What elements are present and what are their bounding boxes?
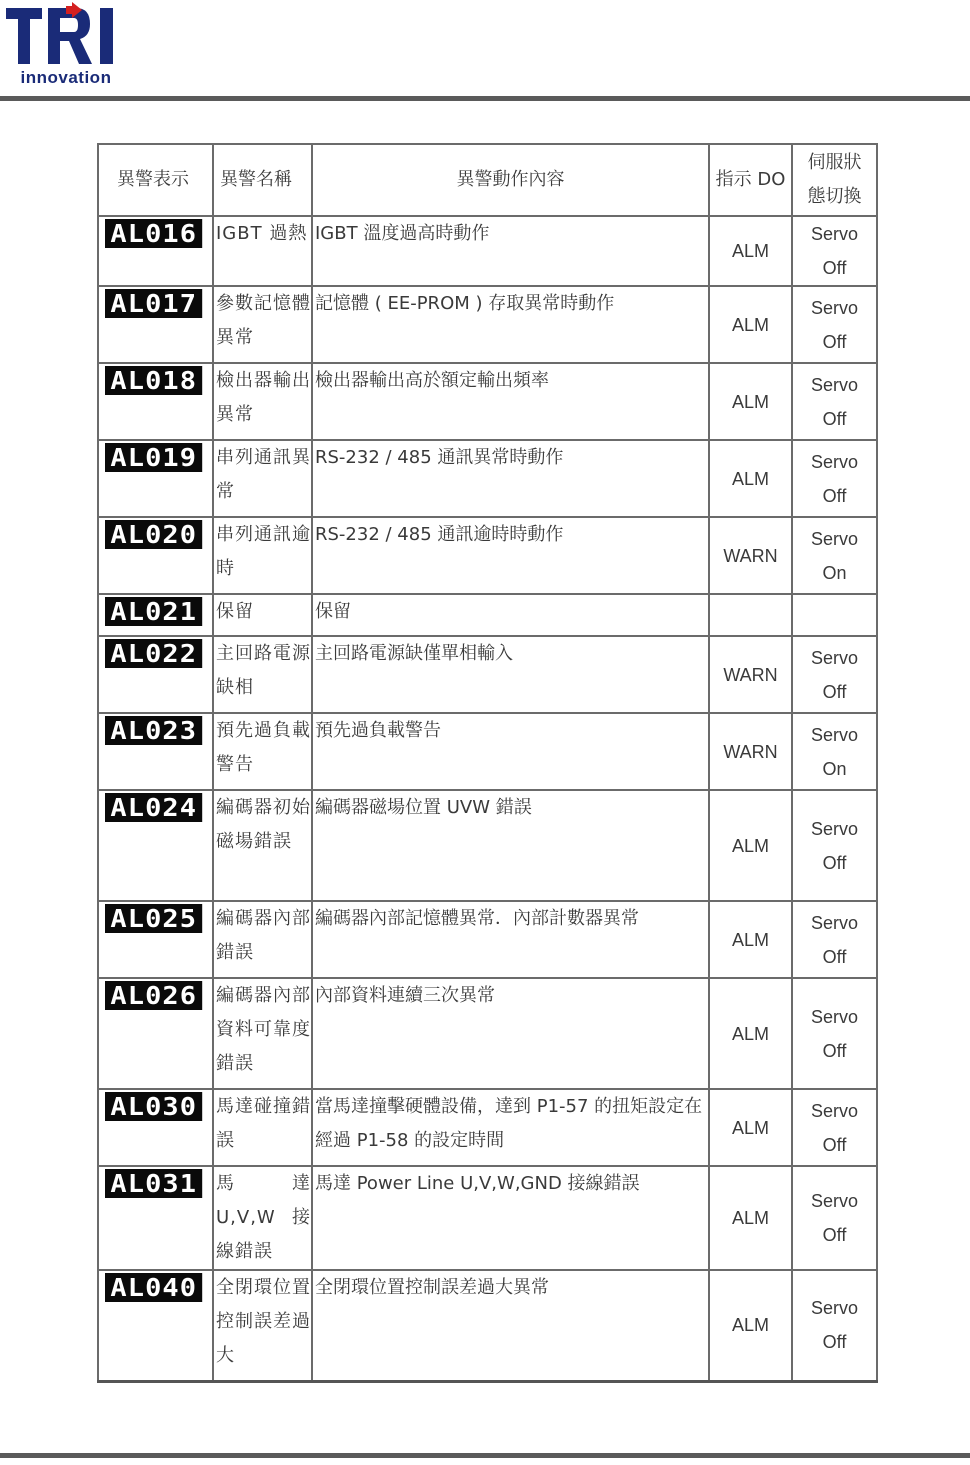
alarm-code-display: AL023 [105, 716, 202, 745]
code-cell [98, 1270, 213, 1381]
status-cell [792, 286, 877, 363]
status-line2: Off [822, 1040, 847, 1061]
header-status-line2: 態切換 [807, 186, 862, 207]
status-line2: Off [822, 1134, 847, 1155]
status-cell [792, 1270, 877, 1381]
name-cell: 編碼器初始磁場錯誤 [213, 790, 312, 901]
code-cell [98, 1166, 213, 1270]
table-row [98, 517, 877, 594]
signal-cell: ALM [709, 1089, 792, 1166]
table-row [98, 286, 877, 363]
status-line1: Servo [810, 1191, 859, 1211]
status-cell [792, 363, 877, 440]
status-line1: Servo [810, 912, 859, 933]
status-cell [792, 790, 877, 901]
status-cell [792, 1089, 877, 1166]
signal-cell: ALM [709, 1166, 792, 1270]
signal-cell: ALM [709, 440, 792, 517]
alarm-table [97, 143, 878, 1383]
header-code: 異警表示 [98, 144, 213, 216]
header-name: 異警名稱 [213, 144, 312, 216]
table-row [98, 1270, 877, 1381]
status-cell [792, 636, 877, 713]
action-cell: RS-232 / 485 通訊異常時動作 [312, 440, 709, 517]
alarm-code-display: AL040 [105, 1273, 202, 1302]
code-cell [98, 216, 213, 286]
signal-cell: ALM [709, 901, 792, 978]
table-row [98, 594, 877, 636]
table-header-row [98, 144, 877, 216]
status-line2: On [822, 562, 847, 583]
status-cell [792, 594, 877, 636]
status-line2: Off [822, 1332, 847, 1353]
action-cell: 編碼器磁場位置 UVW 錯誤 [312, 790, 709, 901]
alarm-code-display: AL031 [105, 1169, 202, 1198]
code-cell [98, 713, 213, 790]
name-cell: 馬達碰撞錯誤 [213, 1089, 312, 1166]
alarm-code-display: AL019 [105, 443, 202, 472]
status-line1: Servo [810, 528, 859, 549]
action-cell: 記憶體 ( EE-PROM ) 存取異常時動作 [312, 286, 709, 363]
signal-cell: ALM [709, 216, 792, 286]
action-cell: 預先過負載警告 [312, 713, 709, 790]
table-row [98, 1166, 877, 1270]
status-line2: Off [822, 331, 847, 352]
alarm-code-display: AL017 [105, 289, 202, 318]
status-line1: Servo [810, 818, 859, 839]
logo-tagline: innovation [20, 68, 112, 87]
name-cell: 預先過負載警告 [213, 713, 312, 790]
code-cell [98, 636, 213, 713]
name-cell: 馬達 U,V,W 接線錯誤 [213, 1166, 312, 1270]
name-cell: 主回路電源缺相 [213, 636, 312, 713]
code-cell [98, 978, 213, 1089]
status-line2: Off [822, 946, 847, 967]
name-cell: 檢出器輸出異常 [213, 363, 312, 440]
header-action: 異警動作內容 [312, 144, 709, 216]
name-cell: 編碼器內部資料可靠度錯誤 [213, 978, 312, 1089]
status-line2: Off [822, 408, 847, 429]
name-cell: 串列通訊逾時 [213, 517, 312, 594]
alarm-code-display: AL024 [105, 793, 202, 822]
status-cell [792, 978, 877, 1089]
signal-cell: ALM [709, 978, 792, 1089]
alarm-code-display: AL022 [105, 639, 202, 668]
status-line1: Servo [810, 1006, 859, 1027]
code-cell [98, 286, 213, 363]
status-line2: Off [822, 1225, 847, 1245]
action-cell: 馬達 Power Line U,V,W,GND 接線錯誤 [312, 1166, 709, 1270]
name-cell: 保留 [213, 594, 312, 636]
header-status-line1: 伺服狀 [807, 152, 862, 173]
action-cell: 編碼器內部記憶體異常．內部計數器異常 [312, 901, 709, 978]
action-cell: 全閉環位置控制誤差過大異常 [312, 1270, 709, 1381]
table-row [98, 636, 877, 713]
tri-logo [4, 2, 122, 92]
status-cell [792, 216, 877, 286]
signal-cell: ALM [709, 790, 792, 901]
status-line1: Servo [810, 224, 859, 244]
status-cell [792, 1166, 877, 1270]
tri-logo-mark [4, 2, 122, 68]
alarm-code-display: AL030 [105, 1092, 202, 1121]
action-cell: 主回路電源缺僅單相輸入 [312, 636, 709, 713]
code-cell [98, 594, 213, 636]
table-row [98, 790, 877, 901]
alarm-code-display: AL021 [105, 597, 202, 626]
code-cell [98, 790, 213, 901]
action-cell: 當馬達撞擊硬體設備，達到 P1-57 的扭矩設定在經過 P1-58 的設定時間 [312, 1089, 709, 1166]
status-line2: On [822, 758, 847, 779]
alarm-code-display: AL018 [105, 366, 202, 395]
signal-cell: ALM [709, 363, 792, 440]
status-cell [792, 713, 877, 790]
footer-divider [0, 1453, 970, 1458]
header-signal: 指示 DO [709, 144, 792, 216]
code-cell [98, 901, 213, 978]
signal-cell: ALM [709, 1270, 792, 1381]
alarm-code-display: AL025 [105, 904, 202, 933]
code-cell [98, 1089, 213, 1166]
table-row [98, 216, 877, 286]
status-line2: Off [822, 258, 847, 278]
status-line1: Servo [810, 374, 859, 395]
action-cell: IGBT 溫度過高時動作 [312, 216, 709, 286]
table-row [98, 978, 877, 1089]
status-line2: Off [822, 852, 847, 873]
status-line1: Servo [810, 724, 859, 745]
alarm-code-display: AL016 [105, 219, 202, 248]
action-cell: 內部資料連續三次異常 [312, 978, 709, 1089]
table-row [98, 440, 877, 517]
name-cell: 全閉環位置控制誤差過大 [213, 1270, 312, 1381]
status-cell [792, 517, 877, 594]
status-cell [792, 901, 877, 978]
name-cell: IGBT 過熱 [213, 216, 312, 286]
status-line2: Off [822, 485, 847, 506]
status-line1: Servo [810, 297, 859, 318]
name-cell: 編碼器內部錯誤 [213, 901, 312, 978]
table-row [98, 363, 877, 440]
action-cell: 保留 [312, 594, 709, 636]
name-cell: 串列通訊異常 [213, 440, 312, 517]
action-cell: RS-232 / 485 通訊逾時時動作 [312, 517, 709, 594]
code-cell [98, 363, 213, 440]
signal-cell: WARN [709, 713, 792, 790]
code-cell [98, 517, 213, 594]
header-divider [0, 96, 970, 101]
alarm-code-display: AL026 [105, 981, 202, 1010]
table-row [98, 1089, 877, 1166]
action-cell: 檢出器輸出高於額定輸出頻率 [312, 363, 709, 440]
status-line1: Servo [810, 451, 859, 472]
status-line1: Servo [810, 647, 859, 668]
name-cell: 參數記憶體異常 [213, 286, 312, 363]
signal-cell [709, 594, 792, 636]
signal-cell: WARN [709, 636, 792, 713]
status-line1: Servo [810, 1298, 859, 1319]
signal-cell: ALM [709, 286, 792, 363]
status-cell [792, 440, 877, 517]
code-cell [98, 440, 213, 517]
status-line2: Off [822, 681, 847, 702]
signal-cell: WARN [709, 517, 792, 594]
status-line1: Servo [810, 1100, 859, 1121]
header-status [792, 144, 877, 216]
table-row [98, 713, 877, 790]
alarm-code-display: AL020 [105, 520, 202, 549]
table-row [98, 901, 877, 978]
